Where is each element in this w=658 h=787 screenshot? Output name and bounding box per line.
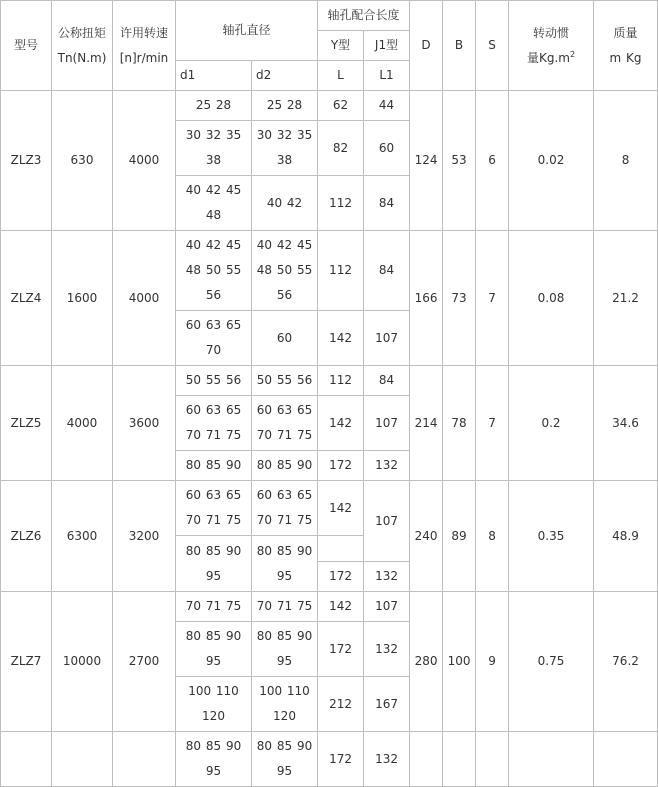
d1-cell: 60 63 65 70 71 75	[176, 396, 252, 451]
inertia-cell: 0.75	[509, 592, 594, 732]
L1-cell: 132	[364, 622, 410, 677]
d2-cell: 80 85 90 95	[252, 536, 318, 592]
B-cell	[443, 732, 476, 787]
S-cell: 9	[476, 592, 509, 732]
L1-cell: 107	[364, 311, 410, 366]
L-cell: 172	[318, 732, 364, 787]
d2-cell: 100 110 120	[252, 677, 318, 732]
D-cell	[410, 732, 443, 787]
inertia-cell: 0.02	[509, 91, 594, 231]
torque-cell: 4000	[52, 366, 113, 481]
S-cell	[476, 732, 509, 787]
d2-cell: 80 85 90 95	[252, 732, 318, 787]
d1-cell: 40 42 45 48	[176, 176, 252, 231]
d1-cell: 50 55 56	[176, 366, 252, 396]
d2-cell: 60 63 65 70 71 75	[252, 396, 318, 451]
L-cell: 112	[318, 366, 364, 396]
S-cell: 7	[476, 366, 509, 481]
d2-cell: 60	[252, 311, 318, 366]
L-cell	[318, 536, 364, 562]
header-y-type: Y型	[318, 31, 364, 61]
S-cell: 6	[476, 91, 509, 231]
model-cell: ZLZ4	[1, 231, 52, 366]
d2-cell: 60 63 65 70 71 75	[252, 481, 318, 536]
d1-cell: 80 85 90 95	[176, 536, 252, 592]
torque-cell	[52, 732, 113, 787]
header-d1: d1	[176, 61, 252, 91]
speed-cell: 3200	[113, 481, 176, 592]
d1-cell: 30 32 35 38	[176, 121, 252, 176]
L1-cell: 132	[364, 732, 410, 787]
L-cell: 82	[318, 121, 364, 176]
model-cell	[1, 732, 52, 787]
L-cell: 112	[318, 176, 364, 231]
torque-cell: 630	[52, 91, 113, 231]
speed-cell: 2700	[113, 592, 176, 732]
mass-cell: 8	[594, 91, 658, 231]
header-inertia: 转动惯 量$Kg.m^2$	[509, 1, 594, 91]
d1-cell: 40 42 45 48 50 55 56	[176, 231, 252, 311]
d2-cell: 50 55 56	[252, 366, 318, 396]
L-cell: 112	[318, 231, 364, 311]
speed-cell	[113, 732, 176, 787]
L-cell: 172	[318, 562, 364, 592]
D-cell: 124	[410, 91, 443, 231]
speed-cell: 3600	[113, 366, 176, 481]
d1-cell: 80 85 90	[176, 451, 252, 481]
table-row	[1, 481, 658, 536]
d1-cell: 25 28	[176, 91, 252, 121]
header-d2: d2	[252, 61, 318, 91]
d1-cell: 60 63 65 70 71 75	[176, 481, 252, 536]
table-row	[1, 592, 658, 622]
d2-cell: 40 42	[252, 176, 318, 231]
B-cell: 73	[443, 231, 476, 366]
L-cell: 142	[318, 396, 364, 451]
model-cell: ZLZ3	[1, 91, 52, 231]
L1-cell: 132	[364, 451, 410, 481]
L1-cell: 84	[364, 231, 410, 311]
D-cell: 166	[410, 231, 443, 366]
S-cell: 7	[476, 231, 509, 366]
torque-cell: 6300	[52, 481, 113, 592]
model-cell: ZLZ5	[1, 366, 52, 481]
header-bore-length: 轴孔配合长度	[318, 1, 410, 31]
S-cell: 8	[476, 481, 509, 592]
d1-cell: 100 110 120	[176, 677, 252, 732]
header-B: B	[443, 1, 476, 91]
B-cell: 89	[443, 481, 476, 592]
L-cell: 172	[318, 622, 364, 677]
L1-cell: 167	[364, 677, 410, 732]
L-cell: 142	[318, 311, 364, 366]
L-cell: 172	[318, 451, 364, 481]
D-cell: 214	[410, 366, 443, 481]
L1-cell: 84	[364, 366, 410, 396]
B-cell: 53	[443, 91, 476, 231]
speed-cell: 4000	[113, 91, 176, 231]
table-row	[1, 231, 658, 311]
inertia-cell: 0.08	[509, 231, 594, 366]
L1-cell: 44	[364, 91, 410, 121]
L1-cell: 84	[364, 176, 410, 231]
torque-cell: 10000	[52, 592, 113, 732]
d1-cell: 70 71 75	[176, 592, 252, 622]
D-cell: 240	[410, 481, 443, 592]
mass-cell	[594, 732, 658, 787]
header-model: 型号	[1, 1, 52, 91]
header-L1: L1	[364, 61, 410, 91]
mass-cell: 34.6	[594, 366, 658, 481]
header-speed: 许用转速 [n]r/min	[113, 1, 176, 91]
d1-cell: 80 85 90 95	[176, 622, 252, 677]
L-cell: 212	[318, 677, 364, 732]
model-cell: ZLZ6	[1, 481, 52, 592]
D-cell: 280	[410, 592, 443, 732]
table-row	[1, 366, 658, 396]
d2-cell: 40 42 45 48 50 55 56	[252, 231, 318, 311]
B-cell: 100	[443, 592, 476, 732]
model-cell: ZLZ7	[1, 592, 52, 732]
L1-cell: 107	[364, 396, 410, 451]
L-cell: 142	[318, 481, 364, 536]
mass-cell: 48.9	[594, 481, 658, 592]
header-L: L	[318, 61, 364, 91]
inertia-cell	[509, 732, 594, 787]
B-cell: 78	[443, 366, 476, 481]
d2-cell: 80 85 90	[252, 451, 318, 481]
torque-cell: 1600	[52, 231, 113, 366]
header-j1-type: J1型	[364, 31, 410, 61]
inertia-cell: 0.2	[509, 366, 594, 481]
d1-cell: 60 63 65 70	[176, 311, 252, 366]
L1-cell: 60	[364, 121, 410, 176]
L1-cell: 107	[364, 592, 410, 622]
header-D: D	[410, 1, 443, 91]
header-mass: 质量 m Kg	[594, 1, 658, 91]
header-S: S	[476, 1, 509, 91]
L1-cell: 132	[364, 562, 410, 592]
header-bore-diameter: 轴孔直径	[176, 1, 318, 61]
mass-cell: 76.2	[594, 592, 658, 732]
mass-cell: 21.2	[594, 231, 658, 366]
speed-cell: 4000	[113, 231, 176, 366]
d2-cell: 30 32 35 38	[252, 121, 318, 176]
L1-cell: 107	[364, 481, 410, 562]
L-cell: 142	[318, 592, 364, 622]
d2-cell: 70 71 75	[252, 592, 318, 622]
table-row	[1, 732, 658, 787]
L-cell: 62	[318, 91, 364, 121]
inertia-cell: 0.35	[509, 481, 594, 592]
d2-cell: 80 85 90 95	[252, 622, 318, 677]
header-torque: 公称扭矩 Tn(N.m)	[52, 1, 113, 91]
d2-cell: 25 28	[252, 91, 318, 121]
table-row	[1, 91, 658, 121]
d1-cell: 80 85 90 95	[176, 732, 252, 787]
